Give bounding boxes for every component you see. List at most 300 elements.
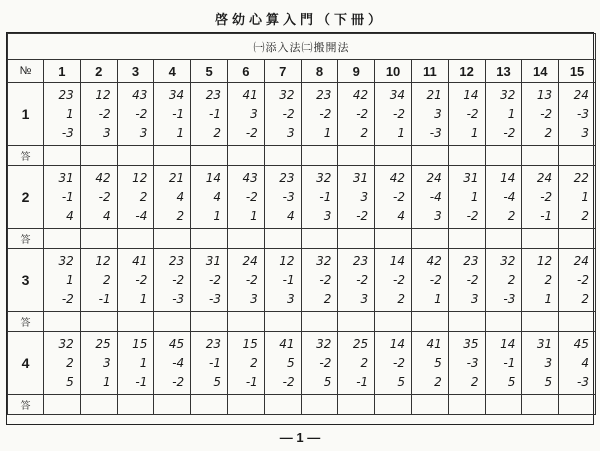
problem-number: 23 [463,253,479,268]
problem-number: 41 [242,87,258,102]
problem-number: 2 [360,355,369,370]
problem-number: 32 [500,253,516,268]
problem-number: 3 [286,291,295,306]
answer-cell[interactable] [301,229,338,249]
problem-number: -4 [503,189,516,204]
problem-number: 1 [66,106,74,121]
problem-number: 32 [58,253,74,268]
problem-cell [264,166,301,229]
problem-cell [338,249,375,312]
problem-number: 23 [352,253,369,268]
problem-cell [522,83,559,146]
column-header: 6 [227,60,264,83]
problem-cell [191,83,228,146]
answer-cell[interactable] [117,229,154,249]
problem-number: -1 [540,208,553,223]
problem-number: -2 [540,189,553,204]
problem-number: 14 [463,87,479,102]
answer-cell[interactable] [80,395,117,415]
answer-cell[interactable] [191,395,228,415]
problem-cell [264,83,301,146]
column-header: 1 [44,60,81,83]
problem-number: 45 [168,336,185,351]
problem-cell [411,166,448,229]
problem-number: 32 [58,336,74,351]
answer-cell[interactable] [227,146,264,166]
answer-cell[interactable] [448,146,485,166]
problem-cell [301,249,338,312]
problem-cell [301,332,338,395]
problem-cell [522,249,559,312]
problem-number: 3 [434,208,442,223]
problem-number: 3 [323,208,332,223]
problem-number: 4 [581,355,589,370]
problem-number: 14 [500,170,516,185]
problem-number: 23 [205,336,221,351]
answer-cell[interactable] [522,229,559,249]
answer-cell[interactable] [227,395,264,415]
problem-number: 3 [250,106,258,121]
answer-cell[interactable] [485,312,522,332]
problem-number: 2 [544,272,553,287]
answer-cell[interactable] [522,146,559,166]
answer-cell[interactable] [301,146,338,166]
problem-number: 5 [544,374,553,389]
problem-number: 1 [139,355,148,370]
problem-number: 25 [95,336,111,351]
column-header: 12 [448,60,485,83]
problem-cell [559,166,596,229]
problem-number: 12 [536,253,553,268]
problem-number: 32 [316,336,332,351]
problem-number: -2 [393,355,405,370]
answer-cell[interactable] [264,395,301,415]
answer-cell[interactable] [44,312,81,332]
problem-number: 32 [279,87,295,102]
problem-number: 45 [573,336,589,351]
problem-number: 3 [434,106,442,121]
problem-number: -2 [135,106,148,121]
column-header: 3 [117,60,154,83]
problem-number: -3 [172,291,185,306]
problem-number: -2 [503,125,516,140]
problem-number: 32 [316,170,332,185]
problem-number: -1 [209,355,221,370]
answer-cell[interactable] [522,395,559,415]
problem-cell [80,166,117,229]
problem-number: 4 [213,189,221,204]
problem-number: 31 [463,170,479,185]
problem-number: 31 [352,170,369,185]
problem-cell [448,249,485,312]
problem-number: 42 [352,87,369,102]
problem-number: -2 [98,189,111,204]
problem-number: 15 [242,336,258,351]
problem-number: 24 [573,87,589,102]
problem-number: 3 [139,125,148,140]
problem-number: -1 [319,189,332,204]
problem-number: 1 [470,189,479,204]
problem-cell [375,332,412,395]
problem-number: -1 [61,189,74,204]
problem-number: 2 [66,355,74,370]
problem-number: 42 [389,170,405,185]
problem-cell [191,332,228,395]
problem-number: 23 [58,87,74,102]
answer-cell[interactable] [338,312,375,332]
problem-number: 14 [205,170,221,185]
problem-number: 12 [279,253,295,268]
problem-number: 2 [544,125,553,140]
problem-number: 24 [242,253,258,268]
problem-number: 41 [279,336,295,351]
problem-number: 25 [352,336,369,351]
problem-number: 2 [213,125,221,140]
problem-cell [44,83,81,146]
problem-number: 35 [463,336,479,351]
problem-cell [559,249,596,312]
answer-cell[interactable] [80,229,117,249]
problem-number: -2 [540,106,553,121]
problem-number: 1 [434,291,442,306]
answer-cell[interactable] [44,395,81,415]
problem-number: 14 [389,336,405,351]
answer-cell[interactable] [154,229,191,249]
answer-cell[interactable] [338,146,375,166]
answer-cell[interactable] [154,395,191,415]
problem-number: 23 [279,170,295,185]
problem-number: -2 [172,272,185,287]
problem-cell [522,332,559,395]
problem-number: 2 [434,374,442,389]
problem-number: -2 [282,374,295,389]
answer-cell[interactable] [117,312,154,332]
problem-number: 31 [58,170,74,185]
problem-cell [559,83,596,146]
problem-cell [191,249,228,312]
problem-number: -1 [245,374,258,389]
problem-number: 4 [286,208,295,223]
problem-number: 2 [176,208,185,223]
problem-number: 1 [250,208,258,223]
problem-number: 31 [536,336,553,351]
problem-cell [375,166,412,229]
problem-number: 41 [132,253,148,268]
column-header: 8 [301,60,338,83]
problem-cell [411,332,448,395]
problem-number: -2 [356,272,369,287]
problem-cell [338,166,375,229]
problem-number: 1 [213,208,221,223]
problem-cell [154,249,191,312]
problem-cell [154,83,191,146]
problem-number: 42 [95,170,111,185]
answer-cell[interactable] [485,229,522,249]
answer-label: 答 [8,229,44,249]
answer-cell[interactable] [227,312,264,332]
column-header: 14 [522,60,559,83]
answer-cell[interactable] [485,395,522,415]
answer-cell[interactable] [522,312,559,332]
problem-number: 24 [536,170,553,185]
problem-number: 1 [544,291,553,306]
problem-cell [154,332,191,395]
problem-number: 3 [360,189,369,204]
problem-cell [80,83,117,146]
problem-number: 42 [426,253,442,268]
problem-number: -2 [466,106,479,121]
number-header: № [8,60,44,83]
problem-number: 1 [102,374,111,389]
answer-cell[interactable] [485,146,522,166]
answer-cell[interactable] [559,395,596,415]
problem-cell [264,332,301,395]
problem-cell [448,332,485,395]
problem-number: -2 [172,374,185,389]
answer-cell[interactable] [448,312,485,332]
answer-cell[interactable] [154,312,191,332]
problem-number: 23 [205,87,221,102]
problem-number: -2 [245,272,258,287]
problem-number: -3 [466,355,479,370]
problem-cell [117,249,154,312]
problem-cell [411,249,448,312]
column-header: 7 [264,60,301,83]
answer-cell[interactable] [301,312,338,332]
column-header: 11 [411,60,448,83]
problem-number: 12 [132,170,148,185]
problem-number: -3 [429,125,442,140]
problem-number: 2 [581,208,589,223]
problem-number: -2 [245,125,258,140]
answer-row [8,229,596,249]
problem-number: 2 [507,208,516,223]
row-number: 4 [8,332,44,395]
page-title: 啓幼心算入門（下冊） [214,13,385,28]
answer-cell[interactable] [375,312,412,332]
answer-cell[interactable] [559,146,596,166]
answer-cell[interactable] [338,395,375,415]
row-number: 1 [8,83,44,146]
problem-number: 2 [250,355,258,370]
answer-cell[interactable] [80,146,117,166]
problem-number: -2 [282,106,295,121]
problem-number: 1 [507,106,516,121]
problem-cell [485,83,522,146]
problem-number: 14 [389,253,405,268]
problem-cell [227,332,264,395]
problem-number: 5 [323,374,332,389]
problem-number: 1 [470,125,479,140]
problem-number: 5 [434,355,442,370]
answer-cell[interactable] [191,312,228,332]
answer-cell[interactable] [411,395,448,415]
answer-cell[interactable] [191,146,228,166]
problem-number: -2 [393,106,405,121]
problem-number: 21 [168,170,185,185]
problem-number: 22 [573,170,589,185]
problem-cell [338,83,375,146]
page-number: — 1 — [279,430,321,445]
problem-number: 2 [581,291,589,306]
problem-number: 34 [168,87,185,102]
problem-number: -2 [466,208,479,223]
problem-number: 24 [426,170,442,185]
problem-number: -3 [503,291,516,306]
problem-number: -3 [209,291,221,306]
problem-number: -2 [98,106,111,121]
problem-cell [448,166,485,229]
problem-number: 21 [426,87,442,102]
problem-number: -1 [98,291,111,306]
problem-number: 4 [176,189,185,204]
problem-number: 3 [286,125,295,140]
problem-number: 23 [316,87,332,102]
answer-cell[interactable] [338,229,375,249]
problem-number: -4 [429,189,442,204]
problem-number: 5 [66,374,74,389]
worksheet-table [7,33,596,415]
problem-number: 5 [507,374,516,389]
problem-number: 2 [507,272,516,287]
answer-cell[interactable] [264,312,301,332]
problem-number: -2 [319,106,332,121]
answer-cell[interactable] [227,229,264,249]
problem-cell [227,249,264,312]
problem-number: -2 [61,291,74,306]
problem-number: 24 [573,253,589,268]
problem-number: 43 [242,170,258,185]
problem-number: 2 [323,291,332,306]
problem-cell [227,166,264,229]
problem-row [8,166,596,229]
problem-row [8,83,596,146]
row-number: 2 [8,166,44,229]
problem-number: 12 [95,87,111,102]
problem-cell [227,83,264,146]
answer-cell[interactable] [375,146,412,166]
answer-cell[interactable] [154,146,191,166]
problem-number: 14 [500,336,516,351]
answer-cell[interactable] [191,229,228,249]
column-header: 4 [154,60,191,83]
problem-cell [117,83,154,146]
problem-number: -2 [319,272,332,287]
answer-cell[interactable] [411,146,448,166]
problem-number: -3 [282,189,295,204]
problem-number: 32 [316,253,332,268]
answer-row [8,395,596,415]
column-header: 13 [485,60,522,83]
answer-cell[interactable] [375,229,412,249]
problem-number: 13 [536,87,553,102]
problem-number: 2 [397,291,405,306]
problem-number: 5 [286,355,295,370]
answer-cell[interactable] [80,312,117,332]
problem-number: -2 [429,272,442,287]
problem-cell [375,249,412,312]
problem-cell [80,249,117,312]
answer-cell[interactable] [411,229,448,249]
problem-cell [44,249,81,312]
answer-cell[interactable] [375,395,412,415]
problem-cell [485,249,522,312]
problem-number: -4 [172,355,185,370]
answer-row [8,312,596,332]
problem-number: 3 [102,125,111,140]
problem-number: 4 [397,208,405,223]
problem-number: 2 [139,189,148,204]
problem-cell [117,166,154,229]
problem-cell [448,83,485,146]
answer-cell[interactable] [411,312,448,332]
worksheet-table-frame [6,32,594,425]
problem-cell [522,166,559,229]
problem-number: -4 [135,208,148,223]
answer-cell[interactable] [264,146,301,166]
problem-number: 1 [139,291,148,306]
problem-number: 3 [250,291,258,306]
answer-cell[interactable] [559,229,596,249]
problem-number: -2 [466,272,479,287]
problem-number: 3 [102,355,111,370]
problem-number: 5 [213,374,221,389]
problem-cell [80,332,117,395]
answer-cell[interactable] [559,312,596,332]
answer-cell[interactable] [264,229,301,249]
column-header: 15 [559,60,596,83]
answer-cell[interactable] [44,229,81,249]
problem-cell [44,166,81,229]
problem-number: -2 [393,272,405,287]
problem-number: 1 [323,125,332,140]
problem-number: 2 [102,272,111,287]
problem-cell [338,332,375,395]
problem-number: -3 [576,374,589,389]
problem-number: 15 [132,336,148,351]
answer-cell[interactable] [117,146,154,166]
problem-cell [301,166,338,229]
problem-number: 34 [389,87,405,102]
problem-cell [301,83,338,146]
problem-number: -2 [209,272,221,287]
problem-number: -1 [209,106,221,121]
problem-number: -2 [245,189,258,204]
problem-number: 4 [102,208,111,223]
answer-cell[interactable] [44,146,81,166]
answer-cell[interactable] [301,395,338,415]
problem-number: -2 [393,189,405,204]
problem-cell [44,332,81,395]
problem-number: -2 [576,272,589,287]
problem-number: 3 [544,355,553,370]
problem-number: 1 [176,125,185,140]
problem-number: -3 [576,106,589,121]
problem-number: 23 [168,253,185,268]
answer-cell[interactable] [117,395,154,415]
problem-number: -2 [356,106,369,121]
problem-number: -1 [356,374,369,389]
problem-number: 5 [397,374,405,389]
problem-row [8,332,596,395]
answer-row [8,146,596,166]
answer-cell[interactable] [448,395,485,415]
problem-number: 1 [66,272,74,287]
answer-cell[interactable] [448,229,485,249]
problem-number: 32 [500,87,516,102]
problem-number: 2 [360,125,369,140]
column-header: 5 [191,60,228,83]
